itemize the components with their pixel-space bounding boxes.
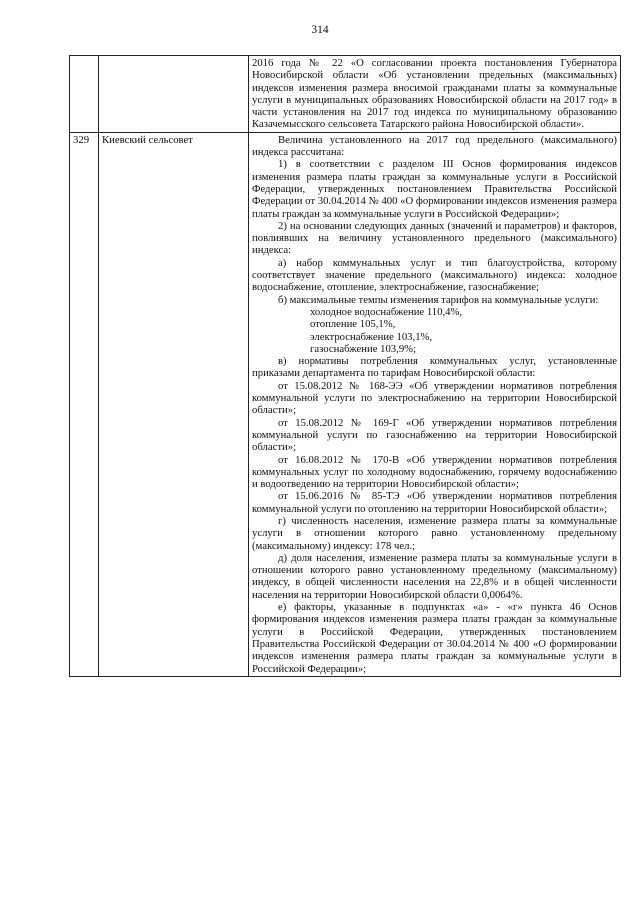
municipal-index-table [69,55,621,677]
paragraph: б) максимальные темпы изменения тарифов на коммунальные услуги: [278,293,599,306]
tariff-rate-line: холодное водоснабжение 110,4%, [310,305,463,318]
paragraph: от 15.08.2012 № 169-Г «Об утверждении нормативов потребления коммунальной услуги по газоснабжению на территории Новосибирской области»; [252,416,617,454]
row-number-cell [70,56,99,133]
paragraph: в) нормативы потребления коммунальных услуг, установленные приказами департамента по тарифам Новосибирской области: [252,355,617,380]
municipality-name-cell: Киевский сельсовет [99,132,249,676]
tariff-rate-line: отопление 105,1%, [310,318,396,331]
table-row [70,132,621,676]
paragraph: 2) на основании следующих данных (значений и параметров) и факторов, повлиявших на величину установленного предельного (максимального) индекса: [252,219,617,257]
paragraph: Величина установленного на 2017 год предельного (максимального) индекса рассчитана: [252,133,617,159]
index-description-cell [249,132,621,676]
index-description-cell [249,56,621,133]
table-row [70,56,621,133]
page-number: 314 [311,24,329,36]
paragraph: 1) в соответствии с разделом III Основ формирования индексов изменения размера платы граждан за коммунальные услуги в Российской Федерации, утвержденных постановлением Правительства Российской Федерации от 30.04.2014 № 400 «О формировании индексов изменения размера платы граждан за коммунальные услуги в Российской Федерации»; [252,158,617,220]
table-body [70,56,621,677]
paragraph: г) численность населения, изменение размера платы за коммунальные услуги в отношении которого равно установленному предельному (максимальному) индексу: 178 чел.; [252,514,617,552]
paragraph: 2016 года № 22 «О согласовании проекта постановления Губернатора Новосибирской области «Об установлении предельных (максимальных) индексов изменения размера вносимой гражданами платы за коммунальные услуги в муниципальных образованиях Новосибирской области на 2017 год» в части установления на 2017 год индекса по муниципальному образованию Казачемысского сельсовета Татарского района Новосибирской области». [252,57,617,131]
paragraph: от 16.08.2012 № 170-В «Об утверждении нормативов потребления коммунальных услуг по холодному водоснабжению, горячему водоснабжению и водоотведению на территории Новосибирской области»; [252,453,617,491]
paragraph: а) набор коммунальных услуг и тип благоустройства, которому соответствует значение предельного (максимального) индекса: холодное водоснабжение, отопление, электроснабжение, газоснабжение; [252,256,617,294]
municipality-name-cell [99,56,249,133]
paragraph: от 15.08.2012 № 168-ЭЭ «Об утверждении нормативов потребления коммунальной услуги по электроснабжению на территории Новосибирской области»; [252,379,617,417]
row-number-cell: 329 [70,132,99,676]
paragraph: от 15.06.2016 № 85-ТЭ «Об утверждении нормативов потребления коммунальной услуги по отоплению на территории Новосибирской области»; [252,490,617,515]
tariff-rate-line: газоснабжение 103,9%; [310,342,417,355]
paragraph: д) доля населения, изменение размера платы за коммунальные услуги в отношении которого равно установленному предельному (максимальному) индексу, в общей численности населения на 22,8% и в общей численности населения на территории Новосибирской области 0,0064%. [252,551,617,601]
paragraph: е) факторы, указанные в подпунктах «а» - «г» пункта 46 Основ формирования индексов изменения размера платы граждан за коммунальные услуги в Российской Федерации, утвержденных постановлением Правительства Российской Федерации от 30.04.2014 № 400 «О формировании индексов изменения размера платы граждан за коммунальные услуги в Российской Федерации»; [252,601,617,675]
tariff-rate-line: электроснабжение 103,1%, [310,330,433,343]
